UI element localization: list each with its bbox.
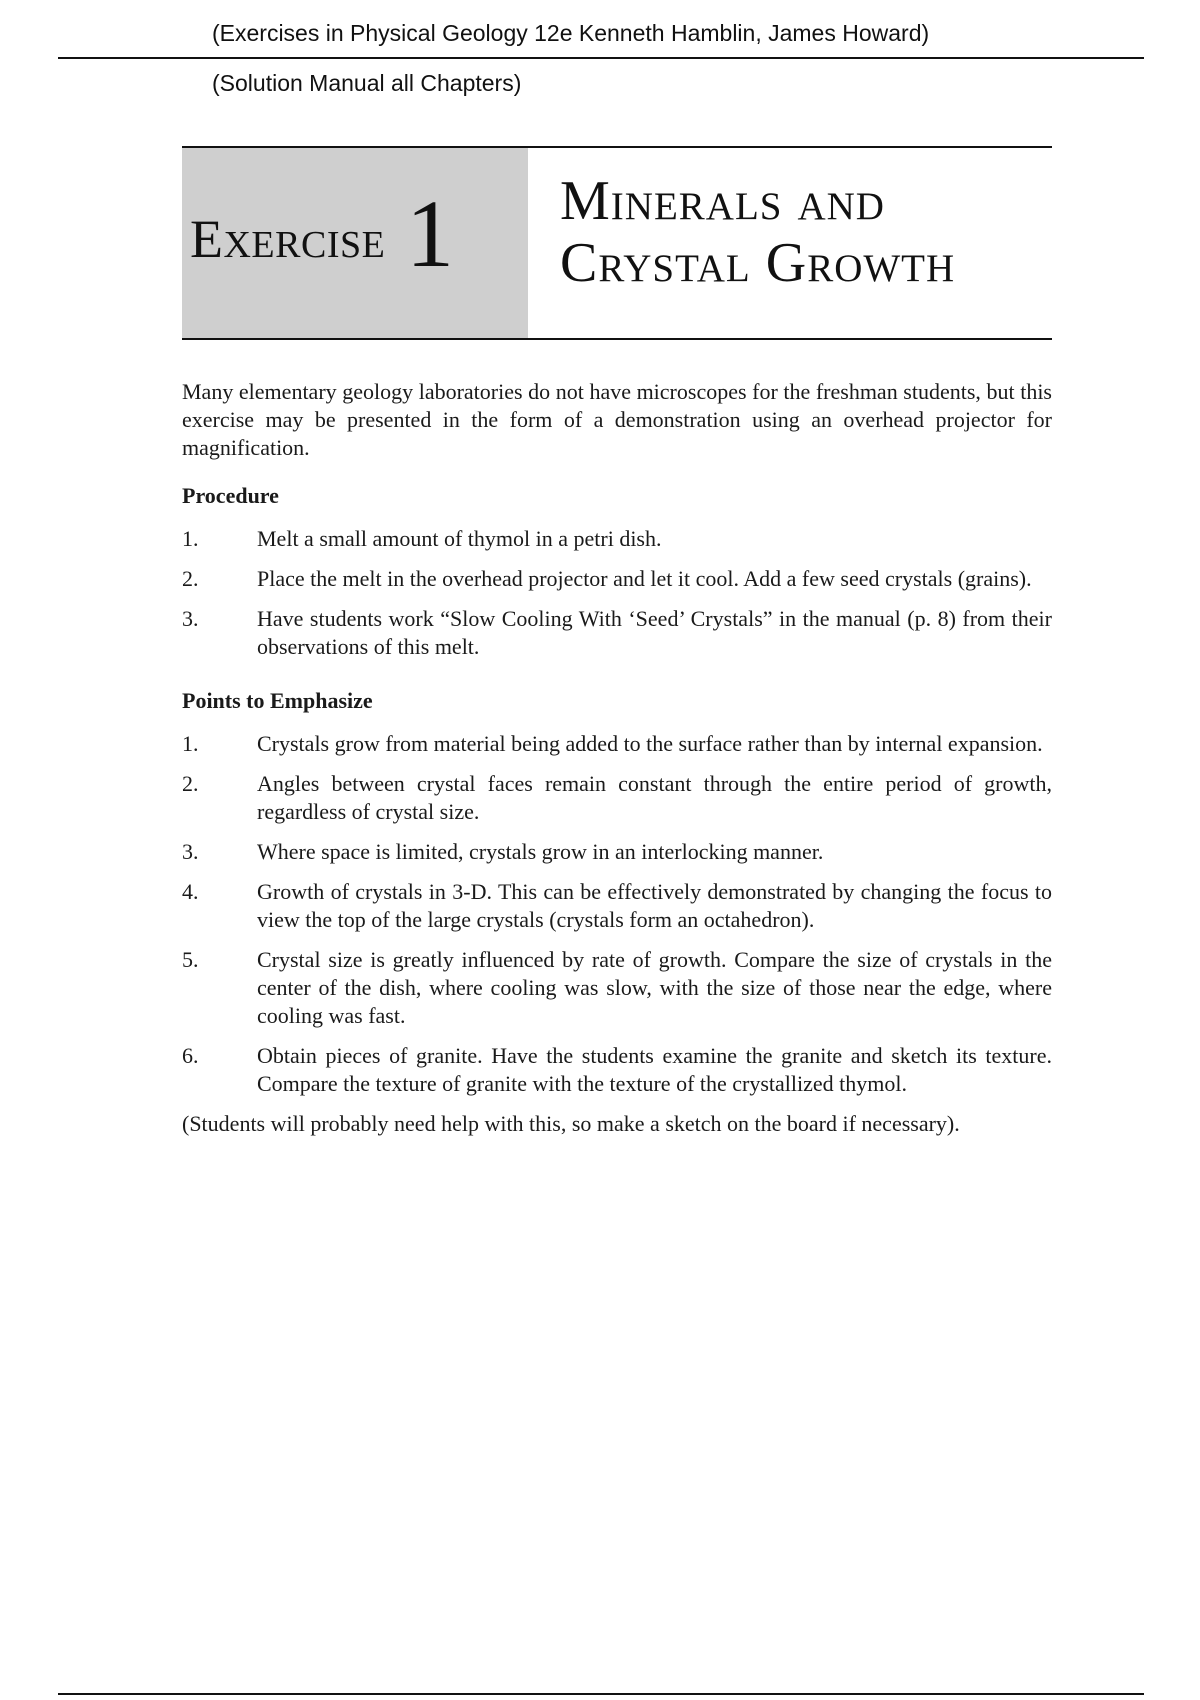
- chapter-title-line1: Minerals and: [560, 170, 885, 232]
- exercise-number: 1: [406, 180, 454, 287]
- item-number: 6.: [182, 1043, 199, 1068]
- list-item: [182, 730, 1052, 758]
- exercise-label-panel: [182, 148, 528, 338]
- item-text: Where space is limited, crystals grow in an interlocking manner.: [257, 839, 824, 864]
- item-number: 5.: [182, 947, 199, 972]
- closing-note: (Students will probably need help with this, so make a sketch on the board if necessary).: [182, 1111, 960, 1136]
- footer-rule: [58, 1693, 1144, 1695]
- running-header-line2: (Solution Manual all Chapters): [212, 70, 522, 96]
- list-item: [182, 605, 1052, 661]
- item-number: 4.: [182, 879, 199, 904]
- chapter-title-block: [182, 146, 1052, 340]
- procedure-heading: Procedure: [182, 483, 279, 508]
- list-item: [182, 1042, 1052, 1098]
- item-text: Melt a small amount of thymol in a petri dish.: [257, 526, 662, 551]
- chapter-title: [560, 170, 955, 294]
- item-text: Crystals grow from material being added to the surface rather than by internal expansion.: [257, 731, 1043, 756]
- running-header-line1: (Exercises in Physical Geology 12e Kenneth Hamblin, James Howard): [212, 20, 930, 46]
- item-number: 2.: [182, 771, 199, 796]
- item-text: Have students work “Slow Cooling With ‘Seed’ Crystals” in the manual (p. 8) from their observations of this melt.: [257, 606, 1052, 659]
- item-number: 2.: [182, 566, 199, 591]
- list-item: [182, 838, 1052, 866]
- intro-paragraph: Many elementary geology laboratories do not have microscopes for the freshman students, but this exercise may be presented in the form of a demonstration using an overhead projector for magnification.: [182, 379, 1052, 460]
- list-item: [182, 878, 1052, 934]
- chapter-title-line2: Crystal Growth: [560, 232, 956, 294]
- item-text: Obtain pieces of granite. Have the students examine the granite and sketch its texture. Compare the texture of granite with the texture of the crystallized thymol.: [257, 1043, 1052, 1096]
- item-number: 3.: [182, 839, 199, 864]
- item-text: Growth of crystals in 3-D. This can be effectively demonstrated by changing the focus to view the top of the large crystals (crystals form an octahedron).: [257, 879, 1052, 932]
- points-list: [182, 730, 1052, 1098]
- item-text: Place the melt in the overhead projector and let it cool. Add a few seed crystals (grains).: [257, 566, 1032, 591]
- procedure-list: [182, 525, 1052, 661]
- item-number: 3.: [182, 606, 199, 631]
- list-item: [182, 770, 1052, 826]
- points-heading: Points to Emphasize: [182, 688, 373, 713]
- item-number: 1.: [182, 526, 199, 551]
- list-item: [182, 946, 1052, 1030]
- item-text: Angles between crystal faces remain constant through the entire period of growth, regardless of crystal size.: [257, 771, 1052, 824]
- header-rule: [58, 57, 1144, 59]
- list-item: [182, 565, 1052, 593]
- item-text: Crystal size is greatly influenced by rate of growth. Compare the size of crystals in the center of the dish, where cooling was slow, with the size of those near the edge, where cooling was fast.: [257, 947, 1052, 1028]
- list-item: [182, 525, 1052, 553]
- main-content: [182, 378, 1052, 1138]
- exercise-label: Exercise: [190, 209, 386, 269]
- item-number: 1.: [182, 731, 199, 756]
